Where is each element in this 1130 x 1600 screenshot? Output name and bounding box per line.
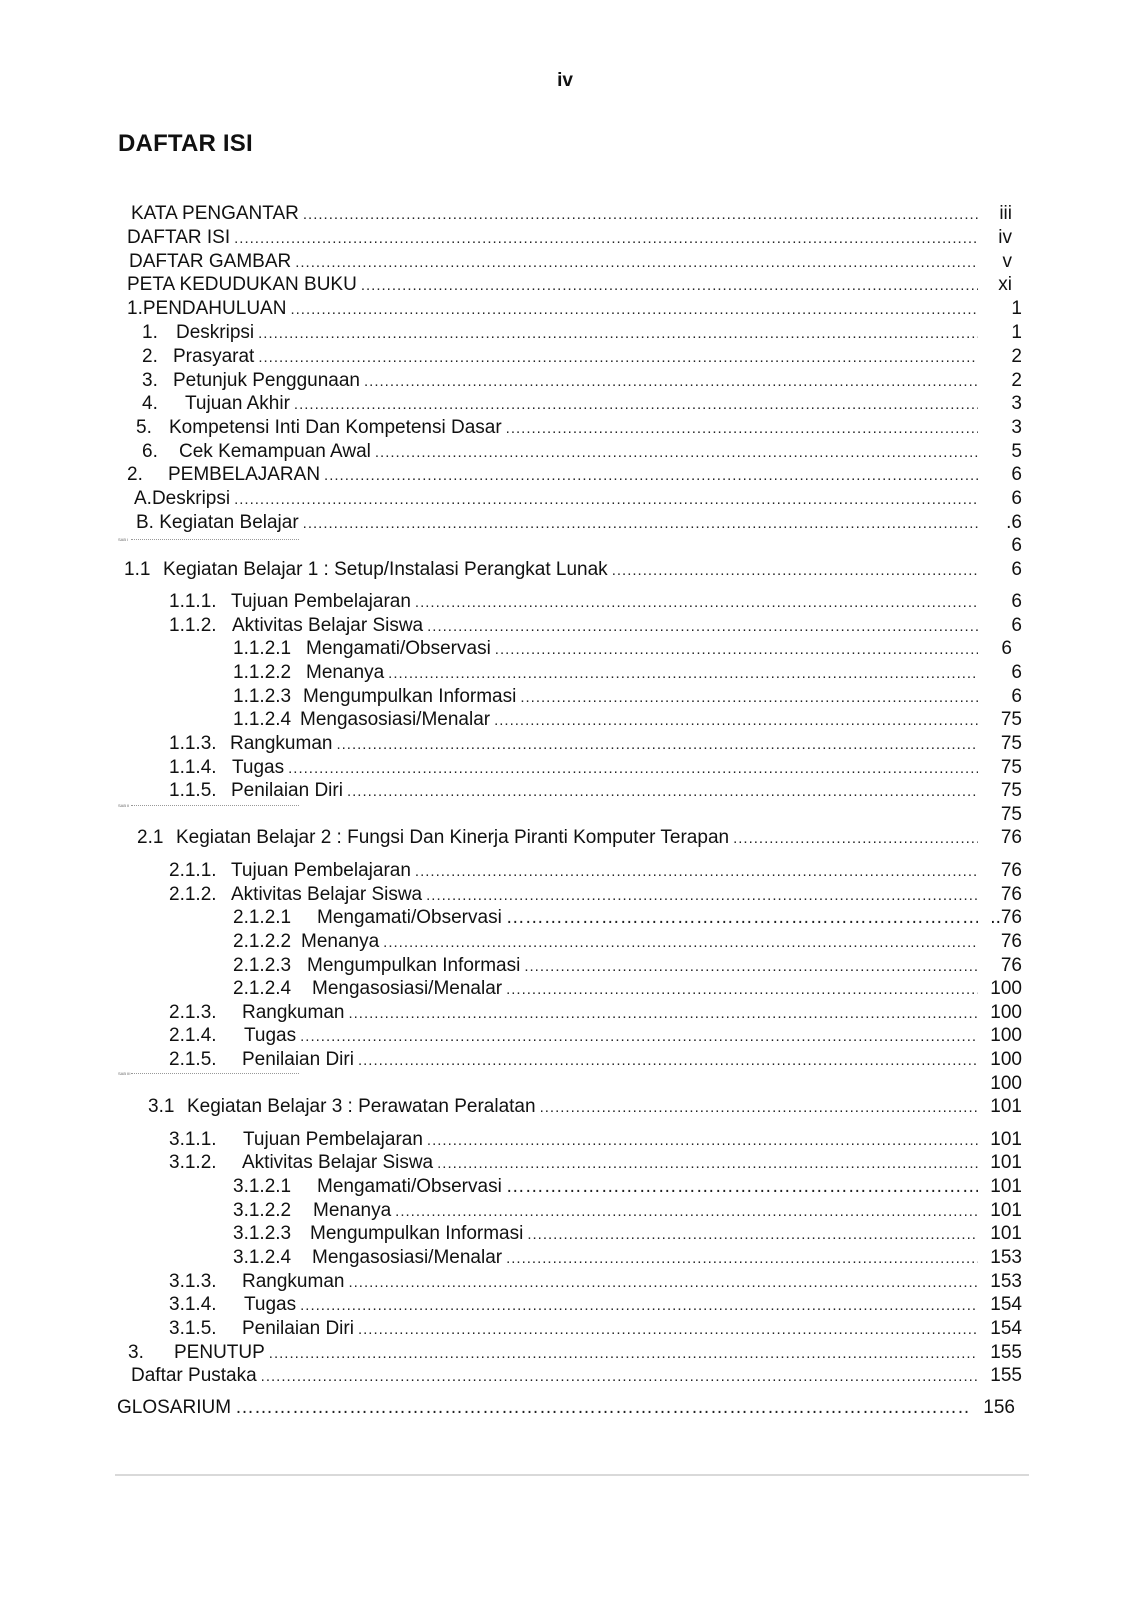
toc-entry-page: 75 bbox=[1000, 780, 1022, 801]
toc-entry-label: Rangkuman bbox=[230, 733, 333, 754]
toc-entry[interactable] bbox=[142, 440, 1022, 464]
leader-dots bbox=[234, 227, 978, 251]
toc-entry-page: iv bbox=[998, 227, 1012, 248]
toc-entry[interactable] bbox=[148, 1095, 1022, 1119]
toc-entry[interactable] bbox=[233, 1175, 1022, 1199]
toc-entry-label: DAFTAR ISI bbox=[127, 227, 231, 248]
toc-entry[interactable] bbox=[124, 558, 1022, 582]
toc-entry-label: Menanya bbox=[306, 662, 385, 683]
toc-entry-label: Kegiatan Belajar 2 : Fungsi Dan Kinerja Piranti Komputer Terapan bbox=[176, 827, 730, 848]
toc-entry[interactable] bbox=[131, 1364, 1022, 1388]
toc-entry-number: 2.1.2.4 bbox=[233, 978, 292, 999]
toc-entry-label: Mengamati/Observasi bbox=[306, 638, 491, 659]
toc-entry-number: 1.1.3. bbox=[169, 733, 217, 754]
leader-dots bbox=[358, 1318, 978, 1342]
toc-entry-page: 5 bbox=[1011, 441, 1022, 462]
leader-dots bbox=[495, 638, 978, 662]
leader-dots bbox=[612, 559, 978, 583]
toc-entry[interactable] bbox=[169, 1270, 1022, 1294]
toc-entry-page: 6 bbox=[1011, 662, 1022, 683]
toc-entry[interactable] bbox=[169, 590, 1022, 614]
toc-entry-page: 3 bbox=[1011, 417, 1022, 438]
toc-entry-label: Petunjuk Penggunaan bbox=[173, 370, 360, 391]
leader-dots bbox=[269, 1342, 978, 1366]
toc-entry-label: KATA PENGANTAR bbox=[131, 203, 299, 224]
toc-orphan-page: 75 bbox=[1000, 804, 1022, 825]
toc-entry-page: 76 bbox=[1000, 827, 1022, 848]
toc-entry-page: 3 bbox=[1011, 393, 1022, 414]
toc-entry-label: Mengasosiasi/Menalar bbox=[300, 709, 491, 730]
toc-entry[interactable] bbox=[136, 511, 1022, 535]
toc-entry[interactable] bbox=[169, 1317, 1022, 1341]
toc-entry-page: 101 bbox=[990, 1096, 1022, 1117]
toc-entry[interactable] bbox=[127, 297, 1022, 321]
leader-dots bbox=[733, 827, 978, 851]
toc-entry-number: 6. bbox=[142, 441, 158, 462]
leader-dots bbox=[234, 488, 978, 512]
toc-entry-page: 101 bbox=[990, 1176, 1022, 1197]
toc-entry-label: Tujuan Pembelajaran bbox=[243, 1129, 423, 1150]
toc-entry-label: Tujuan Akhir bbox=[185, 393, 290, 414]
section-marker: SAB II bbox=[118, 803, 130, 808]
toc-entry[interactable] bbox=[142, 369, 1022, 393]
toc-entry[interactable] bbox=[128, 1341, 1022, 1365]
toc-entry-label: Mengumpulkan Informasi bbox=[310, 1223, 524, 1244]
toc-entry-page: ..76 bbox=[990, 907, 1022, 928]
toc-entry-label: Aktivitas Belajar Siswa bbox=[231, 884, 423, 905]
toc-entry-label: Rangkuman bbox=[242, 1002, 345, 1023]
toc-entry-label: Penilaian Diri bbox=[242, 1049, 354, 1070]
toc-entry-label: Mengasosiasi/Menalar bbox=[312, 1247, 503, 1268]
toc-entry-label: Cek Kemampuan Awal bbox=[179, 441, 371, 462]
toc-entry-label: A.Deskripsi bbox=[134, 488, 231, 509]
toc-entry-label: Prasyarat bbox=[173, 346, 255, 367]
toc-entry[interactable] bbox=[169, 1128, 1022, 1152]
leader-dots bbox=[426, 884, 978, 908]
toc-entry[interactable] bbox=[233, 906, 1022, 930]
leader-dots bbox=[303, 512, 978, 536]
toc-entry-number: 3.1.2.2 bbox=[233, 1200, 292, 1221]
toc-entry-number: 2.1.2.3 bbox=[233, 955, 292, 976]
leader-dots bbox=[520, 686, 978, 710]
leader-dots bbox=[506, 1175, 978, 1199]
leader-dots bbox=[524, 955, 978, 979]
toc-entry-page: 76 bbox=[1000, 884, 1022, 905]
toc-entry-page: 100 bbox=[990, 1025, 1022, 1046]
toc-entry-label: Penilaian Diri bbox=[231, 780, 343, 801]
leader-dots bbox=[506, 906, 978, 930]
toc-entry-number: 1.1.2.2 bbox=[233, 662, 292, 683]
toc-entry[interactable] bbox=[127, 226, 1012, 250]
toc-entry[interactable] bbox=[233, 637, 1012, 661]
toc-entry-label: Mengasosiasi/Menalar bbox=[312, 978, 503, 999]
toc-entry-label: Penilaian Diri bbox=[242, 1318, 354, 1339]
toc-entry-number: 3.1.3. bbox=[169, 1271, 217, 1292]
toc-entry-number: 2.1.3. bbox=[169, 1002, 217, 1023]
toc-entry[interactable] bbox=[117, 1396, 1015, 1420]
toc-entry[interactable] bbox=[169, 859, 1022, 883]
toc-entry-label: Mengamati/Observasi bbox=[317, 1176, 502, 1197]
toc-entry-page: 6 bbox=[1011, 464, 1022, 485]
leader-dots bbox=[235, 1396, 971, 1420]
toc-entry[interactable] bbox=[169, 883, 1022, 907]
leader-dots bbox=[395, 1200, 978, 1224]
toc-entry-number: 3.1.1. bbox=[169, 1129, 217, 1150]
toc-entry-page: 6 bbox=[1011, 488, 1022, 509]
toc-entry-label: Rangkuman bbox=[242, 1271, 345, 1292]
toc-entry-page: 100 bbox=[990, 1002, 1022, 1023]
toc-entry[interactable] bbox=[169, 1151, 1022, 1175]
section-marker: SAB I bbox=[118, 537, 129, 542]
toc-entry-number: 3.1.2.4 bbox=[233, 1247, 292, 1268]
toc-entry-label: Mengumpulkan Informasi bbox=[307, 955, 521, 976]
toc-entry-label: 1.PENDAHULUAN bbox=[127, 298, 287, 319]
toc-entry-number: 3.1.5. bbox=[169, 1318, 217, 1339]
toc-entry-label: Menanya bbox=[313, 1200, 392, 1221]
toc-entry-page: 101 bbox=[990, 1152, 1022, 1173]
toc-entry-number: 1. bbox=[142, 322, 158, 343]
leader-dots bbox=[258, 322, 978, 346]
leader-dots bbox=[375, 441, 978, 465]
toc-entry[interactable] bbox=[233, 1222, 1022, 1246]
toc-entry[interactable] bbox=[127, 273, 1012, 297]
leader-dots bbox=[383, 931, 978, 955]
toc-orphan-page: 100 bbox=[990, 1073, 1022, 1094]
leader-dots bbox=[437, 1152, 978, 1176]
toc-entry-number: 2.1.1. bbox=[169, 860, 217, 881]
toc-entry-page: 101 bbox=[990, 1129, 1022, 1150]
toc-entry[interactable] bbox=[169, 779, 1022, 803]
toc-entry-label: Tujuan Pembelajaran bbox=[231, 860, 411, 881]
toc-entry-label: Deskripsi bbox=[176, 322, 255, 343]
leader-dots bbox=[258, 346, 978, 370]
toc-entry-label: Mengumpulkan Informasi bbox=[303, 686, 517, 707]
toc-entry-page: 153 bbox=[990, 1271, 1022, 1292]
toc-entry-number: 1.1.2.3 bbox=[233, 686, 292, 707]
toc-entry-number: 3.1 bbox=[148, 1096, 175, 1117]
leader-dots bbox=[336, 733, 978, 757]
toc-entry-number: 3. bbox=[128, 1342, 144, 1363]
toc-entry-page: .6 bbox=[1006, 512, 1022, 533]
toc-entry[interactable] bbox=[142, 392, 1022, 416]
toc-entry-label: Kompetensi Inti Dan Kompetensi Dasar bbox=[169, 417, 502, 438]
leader-dots bbox=[388, 662, 978, 686]
toc-entry-page: 101 bbox=[990, 1223, 1022, 1244]
toc-entry-number: 1.1 bbox=[124, 559, 151, 580]
leader-dots bbox=[415, 591, 978, 615]
toc-entry-label: PETA KEDUDUKAN BUKU bbox=[127, 274, 357, 295]
toc-entry[interactable] bbox=[127, 463, 1022, 487]
leader-dots bbox=[295, 251, 978, 275]
toc-entry-page: 153 bbox=[990, 1247, 1022, 1268]
leader-dots bbox=[506, 978, 978, 1002]
toc-entry-number: 1.1.4. bbox=[169, 757, 217, 778]
leader-dots bbox=[364, 370, 978, 394]
toc-entry-label: DAFTAR GAMBAR bbox=[129, 251, 292, 272]
leader-dots bbox=[294, 393, 978, 417]
leader-dots bbox=[361, 274, 978, 298]
toc-entry-number: 1.1.2.1 bbox=[233, 638, 292, 659]
toc-entry-label: Aktivitas Belajar Siswa bbox=[232, 615, 424, 636]
toc-entry[interactable] bbox=[134, 487, 1022, 511]
toc-entry-label: Aktivitas Belajar Siswa bbox=[242, 1152, 434, 1173]
toc-entry[interactable] bbox=[169, 1001, 1022, 1025]
leader-dots bbox=[300, 1025, 978, 1049]
page-title: DAFTAR ISI bbox=[118, 130, 253, 157]
toc-entry-label: Kegiatan Belajar 3 : Perawatan Peralatan bbox=[187, 1096, 536, 1117]
leader-dots bbox=[348, 1002, 978, 1026]
toc-entry-number: 1.1.5. bbox=[169, 780, 217, 801]
toc-entry-page: 6 bbox=[1011, 686, 1022, 707]
leader-dots bbox=[261, 1365, 978, 1389]
toc-entry-page: 155 bbox=[990, 1365, 1022, 1386]
leader-dots bbox=[288, 757, 978, 781]
toc-entry[interactable] bbox=[233, 930, 1022, 954]
toc-entry-page: 154 bbox=[990, 1294, 1022, 1315]
toc-entry[interactable] bbox=[142, 321, 1022, 345]
toc-entry-label: PENUTUP bbox=[174, 1342, 265, 1363]
toc-entry[interactable] bbox=[136, 416, 1022, 440]
toc-entry[interactable] bbox=[169, 1024, 1022, 1048]
toc-entry-page: 6 bbox=[1001, 638, 1012, 659]
toc-entry-number: 2.1.2. bbox=[169, 884, 217, 905]
toc-entry-number: 1.1.1. bbox=[169, 591, 217, 612]
toc-entry[interactable] bbox=[169, 756, 1022, 780]
toc-entry-number: 2.1.2.1 bbox=[233, 907, 292, 928]
toc-entry-page: 155 bbox=[990, 1342, 1022, 1363]
toc-entry-page: 75 bbox=[1000, 757, 1022, 778]
toc-entry-label: Kegiatan Belajar 1 : Setup/Instalasi Perangkat Lunak bbox=[163, 559, 608, 580]
toc-entry-page: 2 bbox=[1011, 370, 1022, 391]
toc-entry[interactable] bbox=[233, 1246, 1022, 1270]
toc-entry[interactable] bbox=[169, 614, 1022, 638]
toc-entry-number: 2.1.5. bbox=[169, 1049, 217, 1070]
leader-dots bbox=[358, 1049, 978, 1073]
toc-entry-label: Tugas bbox=[232, 757, 285, 778]
toc-entry-label: B. Kegiatan Belajar bbox=[136, 512, 299, 533]
toc-entry-number: 5. bbox=[136, 417, 152, 438]
leader-dots bbox=[506, 417, 978, 441]
leader-dots bbox=[300, 1294, 978, 1318]
toc-entry-page: 6 bbox=[1011, 559, 1022, 580]
toc-entry[interactable] bbox=[233, 661, 1022, 685]
toc-entry-page: 100 bbox=[990, 1049, 1022, 1070]
toc-entry-label: Tugas bbox=[244, 1025, 297, 1046]
leader-dots bbox=[540, 1096, 978, 1120]
leader-dots bbox=[303, 203, 978, 227]
toc-entry[interactable] bbox=[129, 250, 1012, 274]
toc-entry-page: 75 bbox=[1000, 733, 1022, 754]
toc-entry-label: PEMBELAJARAN bbox=[168, 464, 321, 485]
toc-entry-label: Daftar Pustaka bbox=[131, 1365, 257, 1386]
toc-orphan-page: 6 bbox=[1011, 535, 1022, 556]
toc-entry-page: 1 bbox=[1011, 298, 1022, 319]
toc-entry-page: 6 bbox=[1011, 615, 1022, 636]
toc-entry-page: 101 bbox=[990, 1200, 1022, 1221]
toc-entry-page: xi bbox=[998, 274, 1012, 295]
toc-entry-number: 4. bbox=[142, 393, 158, 414]
toc-entry-number: 2. bbox=[127, 464, 143, 485]
toc-entry-page: 156 bbox=[983, 1397, 1015, 1418]
toc-entry-label: Tugas bbox=[244, 1294, 297, 1315]
section-marker: SAB III bbox=[118, 1071, 131, 1076]
leader-dots bbox=[415, 860, 978, 884]
toc-entry-label: Tujuan Pembelajaran bbox=[231, 591, 411, 612]
toc-entry[interactable] bbox=[169, 1293, 1022, 1317]
toc-entry-page: 154 bbox=[990, 1318, 1022, 1339]
toc-entry[interactable] bbox=[233, 1199, 1022, 1223]
toc-entry-page: 100 bbox=[990, 978, 1022, 999]
page-number: iv bbox=[557, 70, 573, 91]
leader-dots bbox=[324, 464, 978, 488]
toc-entry-number: 3.1.4. bbox=[169, 1294, 217, 1315]
toc-entry[interactable] bbox=[233, 708, 1022, 732]
toc-entry[interactable] bbox=[233, 685, 1022, 709]
leader-dots bbox=[527, 1223, 978, 1247]
toc-entry-page: 6 bbox=[1011, 591, 1022, 612]
toc-entry-number: 2.1.4. bbox=[169, 1025, 217, 1046]
toc-entry-page: 76 bbox=[1000, 860, 1022, 881]
footer-divider bbox=[115, 1474, 1029, 1476]
toc-entry-page: 76 bbox=[1000, 955, 1022, 976]
toc-entry-page: v bbox=[1002, 251, 1012, 272]
leader-dots bbox=[427, 1129, 978, 1153]
toc-entry-number: 3. bbox=[142, 370, 158, 391]
toc-entry-page: 1 bbox=[1011, 322, 1022, 343]
toc-entry-page: 76 bbox=[1000, 931, 1022, 952]
toc-entry[interactable] bbox=[137, 826, 1022, 850]
leader-dots bbox=[427, 615, 978, 639]
toc-entry[interactable] bbox=[131, 202, 1012, 226]
toc-entry-page: 2 bbox=[1011, 346, 1022, 367]
toc-entry-page: iii bbox=[999, 203, 1012, 224]
toc-entry-label: Menanya bbox=[301, 931, 380, 952]
toc-entry-number: 2. bbox=[142, 346, 158, 367]
toc-entry-number: 3.1.2.3 bbox=[233, 1223, 292, 1244]
toc-entry-number: 3.1.2.1 bbox=[233, 1176, 292, 1197]
toc-entry[interactable] bbox=[142, 345, 1022, 369]
leader-dots bbox=[506, 1247, 978, 1271]
toc-entry[interactable] bbox=[233, 977, 1022, 1001]
toc-entry-number: 1.1.2. bbox=[169, 615, 217, 636]
leader-dots bbox=[290, 298, 978, 322]
toc-entry-page: 75 bbox=[1000, 709, 1022, 730]
leader-dots bbox=[347, 780, 978, 804]
toc-entry-label: GLOSARIUM bbox=[117, 1397, 232, 1418]
toc-entry-number: 2.1 bbox=[137, 827, 164, 848]
leader-dots bbox=[348, 1271, 978, 1295]
toc-entry-number: 2.1.2.2 bbox=[233, 931, 292, 952]
toc-entry[interactable] bbox=[169, 732, 1022, 756]
toc-entry-label: Mengamati/Observasi bbox=[317, 907, 502, 928]
leader-dots bbox=[494, 709, 978, 733]
toc-entry-number: 3.1.2. bbox=[169, 1152, 217, 1173]
toc-entry[interactable] bbox=[169, 1048, 1022, 1072]
toc-entry[interactable] bbox=[233, 954, 1022, 978]
toc-entry-number: 1.1.2.4 bbox=[233, 709, 292, 730]
